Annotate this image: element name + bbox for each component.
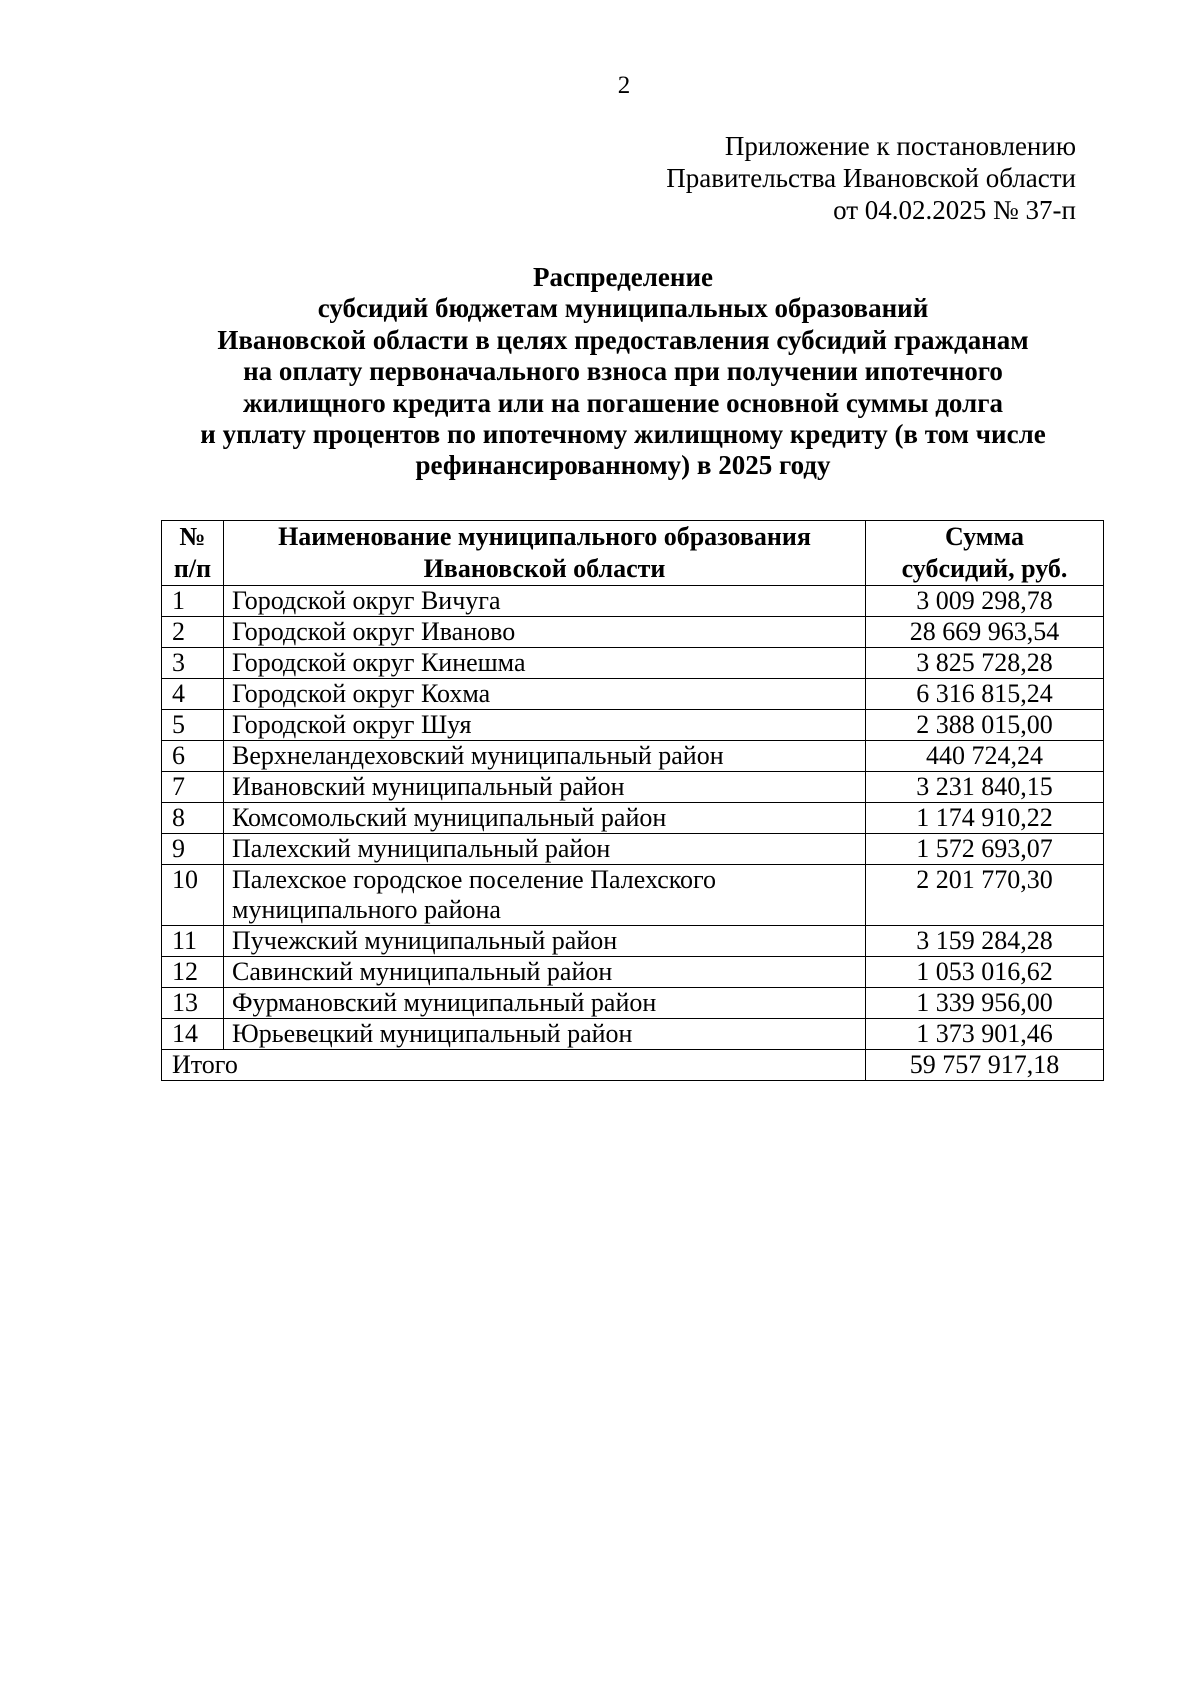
table-row [162, 772, 1104, 803]
municipality-name: Городской округ Иваново [224, 617, 866, 648]
municipality-name: Савинский муниципальный район [224, 957, 866, 988]
row-number: 6 [162, 741, 224, 772]
subsidy-sum: 3 159 284,28 [866, 926, 1104, 957]
row-number: 11 [162, 926, 224, 957]
document-title [100, 262, 1146, 482]
row-number: 5 [162, 710, 224, 741]
title-line: Распределение [532, 262, 714, 292]
table-body [162, 586, 1104, 1050]
table-row [162, 648, 1104, 679]
municipality-name: Городской округ Вичуга [224, 586, 866, 617]
municipality-name: Городской округ Кохма [224, 679, 866, 710]
row-number: 4 [162, 679, 224, 710]
row-number: 1 [162, 586, 224, 617]
municipality-name: Палехский муниципальный район [224, 834, 866, 865]
subsidy-sum: 1 572 693,07 [866, 834, 1104, 865]
appendix-line: от 04.02.2025 № 37-п [833, 195, 1076, 225]
header-subsidy-sum: Сумма субсидий, руб. [866, 521, 1104, 586]
subsidy-sum: 3 009 298,78 [866, 586, 1104, 617]
municipality-name: Палехское городское поселение Палехского муниципального района [224, 865, 866, 926]
table-row [162, 586, 1104, 617]
municipality-name: Комсомольский муниципальный район [224, 803, 866, 834]
municipality-name: Ивановский муниципальный район [224, 772, 866, 803]
total-sum: 59 757 917,18 [866, 1050, 1104, 1081]
table-row [162, 803, 1104, 834]
row-number: 8 [162, 803, 224, 834]
table-header-row [162, 521, 1104, 586]
subsidy-sum: 3 825 728,28 [866, 648, 1104, 679]
total-label: Итого [162, 1050, 866, 1081]
table-row [162, 617, 1104, 648]
title-line: и уплату процентов по ипотечному жилищному кредиту (в том числе [200, 419, 1046, 450]
row-number: 9 [162, 834, 224, 865]
table-row [162, 957, 1104, 988]
subsidy-distribution-table [161, 520, 1104, 1081]
header-number: № п/п [162, 521, 224, 586]
municipality-name: Юрьевецкий муниципальный район [224, 1019, 866, 1050]
subsidy-sum: 1 373 901,46 [866, 1019, 1104, 1050]
row-number: 3 [162, 648, 224, 679]
row-number: 12 [162, 957, 224, 988]
row-number: 2 [162, 617, 224, 648]
table-row [162, 865, 1104, 926]
table-row [162, 741, 1104, 772]
table-row [162, 834, 1104, 865]
table-row [162, 679, 1104, 710]
title-line: рефинансированному) в 2025 году [415, 450, 831, 481]
total-row [162, 1050, 1104, 1081]
subsidy-sum: 2 388 015,00 [866, 710, 1104, 741]
appendix-note [476, 130, 1076, 226]
subsidy-sum: 440 724,24 [866, 741, 1104, 772]
row-number: 14 [162, 1019, 224, 1050]
appendix-line: Правительства Ивановской области [666, 163, 1076, 193]
table-row [162, 988, 1104, 1019]
subsidy-sum: 1 053 016,62 [866, 957, 1104, 988]
table-row [162, 926, 1104, 957]
subsidy-sum: 6 316 815,24 [866, 679, 1104, 710]
subsidy-sum: 3 231 840,15 [866, 772, 1104, 803]
appendix-line: Приложение к постановлению [724, 131, 1076, 161]
title-line: на оплату первоначального взноса при получении ипотечного [243, 356, 1003, 387]
header-municipality-name: Наименование муниципального образования Ивановской области [224, 521, 866, 586]
municipality-name: Пучежский муниципальный район [224, 926, 866, 957]
row-number: 13 [162, 988, 224, 1019]
subsidy-sum: 2 201 770,30 [866, 865, 1104, 926]
title-line: субсидий бюджетам муниципальных образований [317, 293, 929, 324]
municipality-name: Городской округ Шуя [224, 710, 866, 741]
row-number: 10 [162, 865, 224, 926]
title-line: Ивановской области в целях предоставления субсидий гражданам [217, 324, 1029, 355]
subsidy-sum: 28 669 963,54 [866, 617, 1104, 648]
subsidy-sum: 1 174 910,22 [866, 803, 1104, 834]
municipality-name: Фурмановский муниципальный район [224, 988, 866, 1019]
row-number: 7 [162, 772, 224, 803]
municipality-name: Верхнеландеховский муниципальный район [224, 741, 866, 772]
title-line: жилищного кредита или на погашение основной суммы долга [243, 387, 1003, 418]
subsidy-sum: 1 339 956,00 [866, 988, 1104, 1019]
municipality-name: Городской округ Кинешма [224, 648, 866, 679]
page-number: 2 [617, 72, 631, 99]
table-row [162, 710, 1104, 741]
table-row [162, 1019, 1104, 1050]
